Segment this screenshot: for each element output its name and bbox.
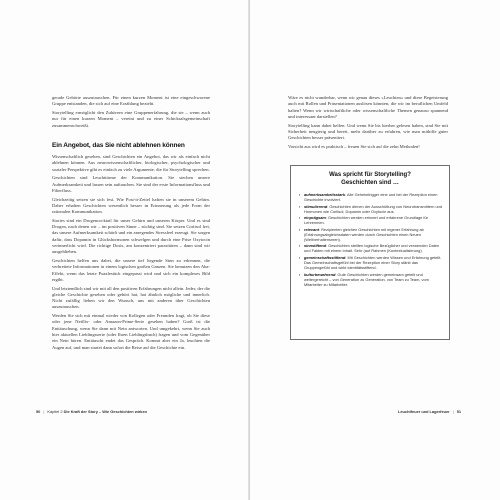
page-number: 50 bbox=[36, 409, 41, 414]
list-item: ▪ relevant: Rezipienten gleichen Geschichten mit eigener Erfahrung ab (Erfahrungsabgleichsdaten werden durch Geschichten einen Neuen (Weltverhaltensmen). bbox=[299, 226, 424, 242]
info-box-title bbox=[291, 172, 449, 187]
list-item: ▪ gemeinschaftsstiftend: Mit Geschichten werden Wissen und Erfahrung geteilt. Das Gemeinschaftsgefühl bei der Rezeption einer Story stärkt das Gruppengefühl und wirkt identitätsstiftend. bbox=[299, 254, 442, 270]
paragraph: Vorsicht aus wird es praktisch – freuen Sie sich auf die zehn Methoden! bbox=[288, 143, 420, 149]
left-intro-text bbox=[52, 95, 210, 131]
chapter-title: Die Kraft der Story – Wie Geschichten wirken bbox=[63, 409, 148, 414]
list-item: ▪ einprägsam: Geschichten werden erinnert und erfahrene Grundlage für Lehrenmen. bbox=[299, 215, 428, 226]
paragraph: Geschichten sind Leuchttürme der Kommunikation. Sie stechen unsere Aufmerksamkeit und lassen sein auftauchen. Sie sind der erste Informationsfluss und Filterfluss. bbox=[52, 175, 210, 193]
paragraph: Storytelling ermöglicht den Zuhörern eine Gruppenerfahrung, die sie – wenn auch nur für einen kurzen Moment – vereint und zu einer Schicksalsgemeinschaft zusammenschweißt. bbox=[52, 109, 210, 128]
list-item: ▪ aufmerksamkeitsstark: Alle Geheimtrigger eine und bei der Rezeption einen Geschichte involviert. bbox=[299, 192, 438, 202]
running-title: Leuchtfeuer und Lagerfeuer bbox=[398, 409, 450, 414]
page-number: 51 bbox=[456, 409, 462, 414]
paragraph: Stories sind ein Drogencocktail für unser Gehirn und unseren Körper. Und es sind Drogen, nach denen wir – im positiven Sinne – süchtig sind. Sie setzen Cortisol frei, das unsere Aufmerksamkeit schärft und ein anregendes Stressfeel erzeugt. Sie sorgen dafür, dass Dopamin in Glückshormonen schwelgen und durch eine Prise Oxytocin verinnerlicht wird. Die richtige Dosis, am konzentriert parasitären – dann sind wir ausgeblieben. bbox=[52, 217, 210, 255]
paragraph: gerade Gehörte auszutauschen. Für einen kurzen Moment ist eine eingeschworene Gruppe entstanden, die sich auf eine Erzählung bezieht. bbox=[52, 95, 210, 107]
paragraph: Storytelling kann dabei helfen. Und wenn Sie bis hierher gelesen haben, sind Sie mit Sicherheit neugierig und bereit, mehr darüber zu erfahren, wie man mithilfe guter Geschichten besser präsentiert. bbox=[288, 122, 448, 141]
right-body-text bbox=[288, 95, 448, 153]
paragraph: Geschichten helfen uns dabei, die unsere tief liegende Sinn zu erkennen, die verbreitete Informationen in einem logischen großen Ganzen. Sie benutzen den Aha-Effekt, wenn das letzte Puzzlestück eingepasst wird und sich ein komplexes Bild ergibt. bbox=[52, 258, 210, 282]
paragraph: Und letztendlich sind wir mit all den positiven Erfahrungen nicht allein. Jeder, der die gleiche Geschichte gesehen oder gehört hat, hat ähnlich mögliche und innerlich. Nicht zufällig lieben wir den Wunsch, uns mit anderen über Geschichten auszutauschen. bbox=[52, 285, 210, 310]
list-item: ▪ stimulierend: Geschichten dienen der Ausschüttung von Neurotransmittern und Hormonen wie Cortisol, Dopamin oder Oxytocin aus. bbox=[299, 203, 442, 214]
chapter-label: Kapitel 2 bbox=[47, 409, 63, 414]
list-item: ▪ sinnstiftend: Geschichten stellten logische Bezüglicher und verwenden Daten und Fakten mit einem Inhalt. Sehr (auf Rahmen (Kontextualisierung). bbox=[299, 243, 440, 254]
paragraph: Werden Sie sich mit einmal wieder von Kollegen oder Freunden fragt, ob Sie diese oder jene Netflix- oder Amazon-Prime-Serie gesehen haben? Groß ist die Enttäuschung, wenn Sie dann mit Nein antworten. Und umgekehrt, wenn Sie auch hier aktuellen Lieblingsserie (oder Ihren Lieblingsbuch) fragen und vom Gegenüber ein Nein hören. Enttäuscht endet das Gespräch. Kommt aber ein Ja, leuchten die Augen auf, und man startet dann sofort die Reise auf die Geschichte ein. bbox=[52, 313, 210, 350]
left-body-text bbox=[52, 154, 210, 353]
list-item: ▪ kulturbewahrend: Gute Geschichten werden gemeinsam geteilt und weitergereicht – von Generation zu Generation, von Team zu Team, vom Mitarbeiter zu Mitarbeiter. bbox=[299, 271, 429, 287]
paragraph: Gleichzeitig setzen sie sich fest. Wie Post-it-Zettel haften sie in unserem Gehirn. Daher erhalten Geschichten wesentlich besser in Erinnerung als jede Form der rationalen Kommunikation. bbox=[52, 196, 210, 215]
left-footer: 50 | Kapitel 2 Die Kraft der Story – Wie Geschichten wirken bbox=[36, 409, 148, 414]
info-box-subtitle-line: Geschichten sind … bbox=[341, 179, 399, 186]
right-footer: Leuchtfeuer und Lagerfeuer | 51 bbox=[398, 409, 462, 414]
paragraph: Wissenschaftlich gesehen, sind Geschichten ein Angebot, das wir als einfach nicht ablehnen können. Aus neurowissenschaftlicher, biologischer, psychologischer und sozialer Perspektive gibt es einfach zu viele Argumente, die für Storytelling sprechen. bbox=[52, 154, 210, 172]
info-box-title-line: Was spricht für Storytelling? bbox=[329, 172, 411, 178]
paragraph: Wäre es nicht wunderbar, wenn wir genau dieses »Leuchten« und diese Begeisterung auch mit Rollen und Präsentationen auslösen könnten, die wir im beruflichen Umfeld halten? Wenn wir wirtschaftliche oder wissenschaftliche Themen genauso spannend und interessant darstellen? bbox=[288, 95, 448, 119]
section-heading: Ein Angebot, das Sie nicht ablehnen können bbox=[52, 142, 185, 149]
info-box-list bbox=[299, 192, 443, 287]
info-box bbox=[290, 165, 450, 340]
